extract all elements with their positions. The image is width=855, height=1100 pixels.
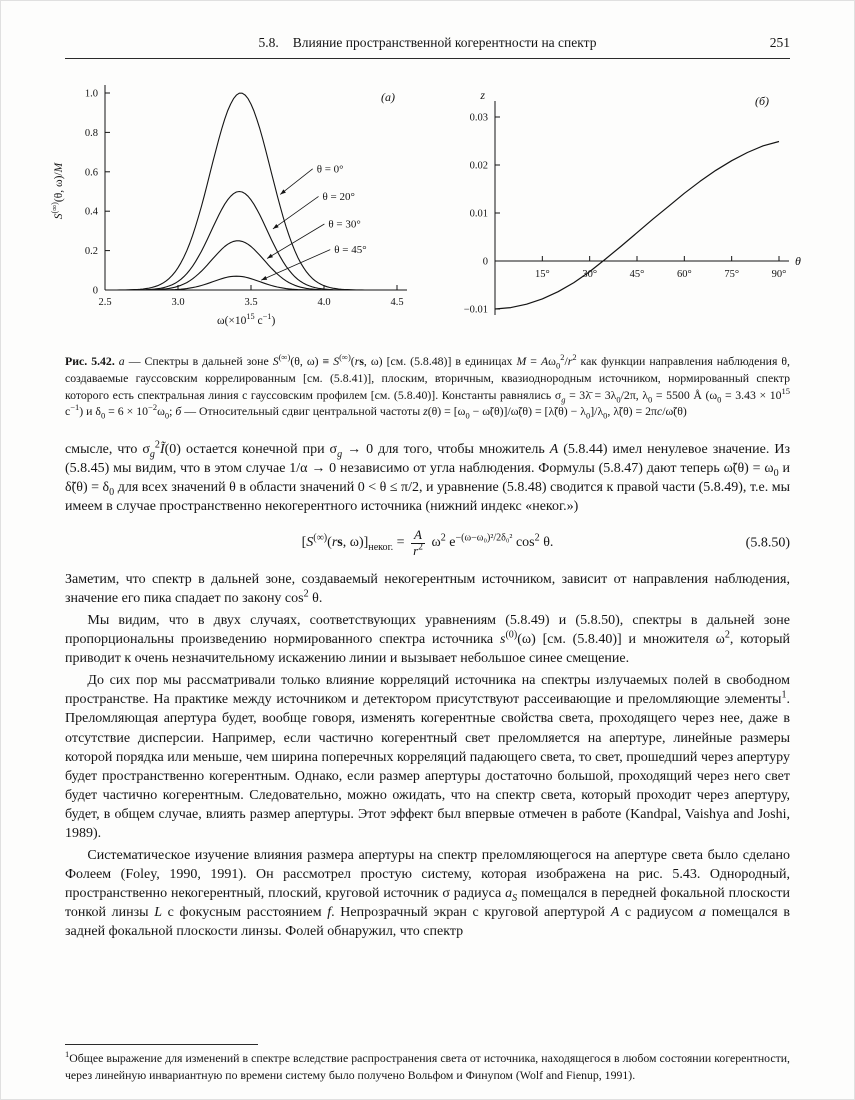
figure-caption: Рис. 5.42. а — Спектры в дальней зоне S(∞)(θ, ω) ≡ S(∞)(rs, ω) [см. (5.8.48)] в единицах $M = A\omega_0^2/r^2$ как функции направления наблюдения θ, создаваемые гауссовским коррелированным [см. (5.8.41)], плоским, вторичным, квазиоднородным источником, нормированный спектр которого есть спектральная линия с гауссовским профилем [см. (5.8.40)]. Константы равнялись $\sigma_g$ = 3λ̄ = $3\lambda_0/2\pi$, $\lambda_0 = 5500$ Å ($\omega_0 = 3.43 \times 10^{15}$ $с^{-1}$) и $\delta_0 = 6 \times 10^{-2}\omega_0$; б — Относительный сдвиг центральной частоты $z(\theta) = [\omega_0$ − ω̃(θ)]/ω̃(θ) = [λ̃(θ) − $\lambda_0]/\lambda_0$, λ̃(θ) = 2πc/ω̃(θ)	[65, 352, 790, 421]
x-axis-label: $\omega(\times 10^{15}$ $с^{-1}$)	[217, 312, 276, 327]
y-axis-label: S(∞)(θ, ω)/M	[50, 162, 65, 220]
panel-label-a: (а)	[381, 90, 395, 104]
z-shift-curve	[495, 142, 779, 310]
svg-text:4.0: 4.0	[317, 297, 331, 308]
figure-5-42	[47, 75, 811, 347]
page-number: 251	[769, 35, 790, 50]
axes	[85, 85, 407, 308]
arrowhead-icon	[273, 224, 279, 229]
chart-b-central-frequency-shift	[429, 75, 811, 347]
footnote-text: $^1$Общее выражение для изменений в спектре вследствие распространения света от источника, находящегося в любом состоянии когерентности, через линейную инвариантную по времени систему было получено Вольфом и Финупом (Wolf and Fienup, 1991).	[65, 1049, 790, 1082]
svg-text:0.2: 0.2	[84, 246, 98, 258]
footnote-rule	[65, 1044, 258, 1045]
running-head	[65, 35, 790, 59]
section-title: Влияние пространственной когерентности на спектр	[292, 35, 597, 50]
svg-text:15°: 15°	[534, 269, 550, 280]
svg-text:30°: 30°	[582, 269, 598, 280]
x-axis-label: θ	[795, 254, 801, 268]
svg-text:−0.01: −0.01	[463, 304, 488, 316]
svg-text:75°: 75°	[724, 269, 740, 280]
paragraph-3: Мы видим, что в двух случаях, соответствующих уравнениям (5.8.49) и (5.8.50), спектры в дальней зоне пропорциональны произведению нормированного спектра источника $s^{(0)}(\omega)$ [см. (5.8.40)] и множителя $\omega^2$, который приводит к очень незначительному искажению линии и вызывает небольшое синее смещение.	[65, 613, 790, 667]
svg-text:0: 0	[482, 256, 488, 268]
svg-text:0.4: 0.4	[84, 206, 98, 218]
svg-text:2.5: 2.5	[98, 297, 112, 308]
footnote	[65, 1044, 790, 1083]
panel-label-b: (б)	[755, 94, 770, 108]
y-axis-label: z	[480, 88, 485, 102]
equation-number: (5.8.50)	[745, 535, 790, 551]
svg-text:θ = 0°: θ = 0°	[316, 163, 344, 176]
axes	[464, 101, 789, 316]
chart-a-far-zone-spectra	[47, 75, 429, 347]
arrowhead-icon	[261, 276, 267, 280]
svg-text:θ = 30°: θ = 30°	[328, 218, 361, 231]
equation-5-8-50	[65, 528, 790, 558]
svg-text:3.0: 3.0	[171, 297, 185, 308]
section-number: 5.8.	[258, 35, 279, 50]
svg-text:60°: 60°	[676, 269, 692, 280]
paragraph-1: смысле, что $\sigma_g^2Ĩ(0)$ остается конечной при $\sigma_g \to 0$ для того, чтобы множитель A (5.8.44) имел ненулевое значение. Из (5.8.45) мы видим, что в этом случае 1/α → 0 независимо от угла наблюдения. Формулы (5.8.47) дают теперь ω̃(θ) = $\omega_0$ и δ̃(θ) = $\delta_0$ для всех значений θ в области значений 0 < θ ≤ π/2, и уравнение (5.8.48) сводится к правой части (5.8.49), т.е. мы имеем в случае пространственно некогерентного источника (нижний индекс «неког.»)	[65, 439, 791, 515]
curve-annotations	[261, 163, 366, 280]
svg-text:1.0: 1.0	[84, 88, 98, 100]
svg-text:0.02: 0.02	[469, 160, 488, 172]
svg-text:0.01: 0.01	[469, 208, 488, 220]
svg-text:θ = 20°: θ = 20°	[322, 190, 355, 203]
paragraph-2: Заметим, что спектр в дальней зоне, создаваемый некогерентным источником, зависит от направления наблюдения, значение его пика спадает по закону $\cos^2 \theta$.	[65, 572, 790, 607]
svg-text:3.5: 3.5	[244, 297, 258, 308]
svg-text:0.8: 0.8	[84, 127, 98, 139]
body-text	[65, 440, 790, 941]
spectral-curve-1	[105, 192, 397, 291]
svg-text:45°: 45°	[629, 269, 645, 280]
svg-text:4.5: 4.5	[390, 297, 404, 308]
svg-text:90°: 90°	[771, 269, 787, 280]
paragraph-5: Систематическое изучение влияния размера апертуры на спектр преломляющегося на апертуре света было сделано Фолеем (Foley, 1990, 1991). Он рассмотрел простую систему, которая изображена на рис. 5.43. Однородный, пространственно некогерентный, плоский, круговой источник σ радиуса $a_S$ помещался в передней фокальной плоскости тонкой линзы L с фокусным расстоянием f. Непрозрачный экран с круговой апертурой A с радиусом a помещался в задней фокальной плоскости линзы. Фолей обнаружил, что спектр	[65, 847, 791, 939]
arrowhead-icon	[267, 254, 273, 259]
svg-text:θ = 45°: θ = 45°	[334, 244, 367, 257]
paragraph-4: До сих пор мы рассматривали только влияние корреляций источника на спектры излучаемых полей в свободном пространстве. На практике между источником и детектором присутствуют рассеивающие и преломляющие элементы$^1$. Преломляющая апертура будет, вообще говоря, изменять когерентные свойства света, проходящего через нее, даже в отсутствие дисперсии. Например, если частично когерентный свет преломляется на апертуре, линейные размеры которой порядка или меньше, чем ширина поперечных корреляций падающего света, то свет, прошедший через апертуру будет пространственно когерентным. Однако, если размер апертуры достаточно большой, проходящий через него свет будет частично когерентным. Следовательно, можно ожидать, что на спектр света, который проходит через апертуру, будет, в общем случае, влиять размер апертуры. Этот эффект был впервые отмечен в работе (Kandpal, Vaishya and Joshi, 1989).	[65, 673, 790, 841]
svg-text:0.03: 0.03	[469, 112, 488, 124]
svg-text:0: 0	[92, 285, 98, 297]
equation-content: [S(∞)(rs, $\omega)]_{неког.}$ = $\frac{A}{r^2}$ $\omega^2$ $e^{-(\omega-\omega_0)^2/2\delta_0^2}$ $\cos^2 \theta$.	[301, 527, 554, 558]
svg-text:0.6: 0.6	[84, 167, 98, 179]
